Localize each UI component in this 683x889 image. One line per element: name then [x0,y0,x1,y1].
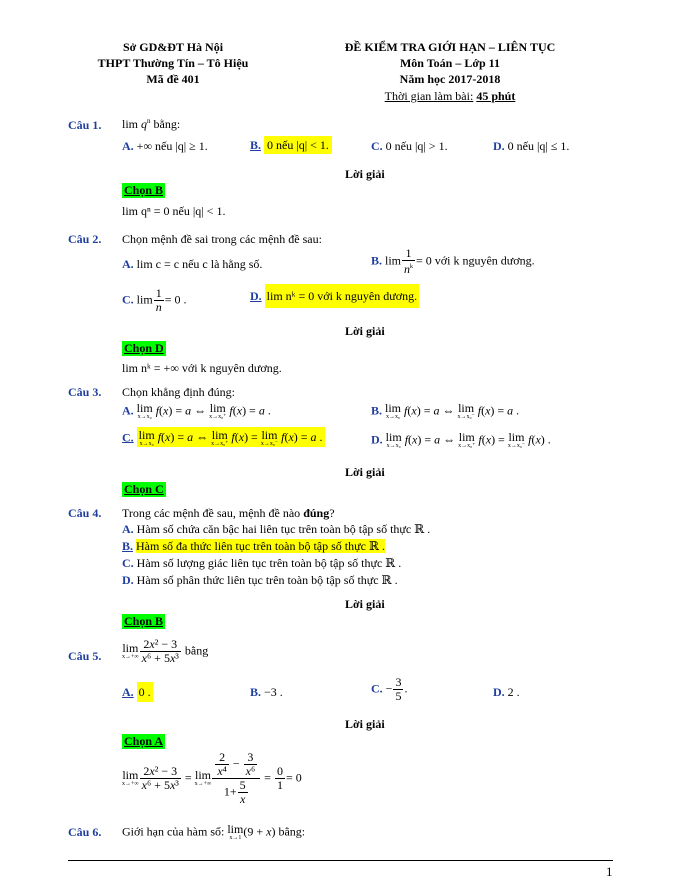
q1-a-text: +∞ nếu |q| ≥ 1. [136,139,208,153]
q4-c-letter: C. [122,556,134,570]
q4-stem-post: ? [329,506,335,520]
q2-stem: Chọn mệnh đề sai trong các mệnh đề sau: [122,232,322,246]
exam-title: ĐỀ KIỂM TRA GIỚI HẠN – LIÊN TỤC [344,40,556,54]
q2-a-text: lim c = c nếu c là hằng số. [136,257,263,271]
exam-time-value: 45 phút [476,89,516,103]
exam-code: Mã đề 401 [146,72,200,86]
q3-option-a[interactable]: A. lim x→x₀ f(x) = a ⇔ lim x→x₀⁺ f(x) = a . [122,401,271,420]
q4-option-a[interactable] [122,522,430,537]
q3-answer: Chọn C [124,482,164,496]
q4-a-letter: A. [122,522,134,536]
q3-c-letter: C. [122,430,134,445]
q1-d-letter: D. [493,139,505,153]
q5-a-letter: A. [122,685,134,699]
q4-option-b[interactable] [122,539,385,554]
q2-explanation: lim nᵏ = +∞ với k nguyên dương. [122,361,282,375]
q3-solution-heading: Lời giải [345,465,385,479]
q5-c-text: . [404,681,408,696]
q1-option-c[interactable] [371,139,448,154]
q6-label: Câu 6. [68,825,102,839]
q1-c-text: 0 nếu |q| > 1. [385,139,448,153]
q3-d-letter: D. [371,432,383,447]
subject: Môn Toán – Lớp 11 [399,56,501,70]
q1-d-text: 0 nếu |q| ≤ 1. [507,139,570,153]
q5-b-letter: B. [250,685,262,699]
q3-stem: Chọn khẳng định đúng: [122,385,235,399]
q2-option-c[interactable]: C. lim $\frac{1}{n}$ = 0 . [122,286,187,314]
q2-b-letter: B. [371,253,383,268]
q4-b-text: Hàm số đa thức liên tục trên toàn bộ tập số thực ℝ . [136,539,385,553]
q3-option-c[interactable] [122,430,325,447]
q5-label: Câu 5. [68,649,102,663]
q2-option-a[interactable] [122,257,262,272]
school-name: THPT Thường Tín – Tô Hiệu [97,56,249,70]
q1-b-text: 0 nếu |q| < 1. [264,136,332,154]
q3-label: Câu 3. [68,385,102,399]
q6-stem: Giới hạn của hàm số: lim x→1 (9 + x) bằng: [122,822,306,841]
q1-a-letter: A. [122,139,134,153]
q5-a-text: 0 . [137,682,153,702]
q5-option-c[interactable]: C. − $\frac{3}{5}$ . [371,675,408,703]
q5-explanation-tail: = 0 [285,770,302,785]
q2-d-text: lim nᵏ = 0 với k nguyên dương. [265,284,419,308]
q1-option-d[interactable] [493,139,569,154]
school-dept: Sở GD&ĐT Hà Nội [122,40,224,54]
q4-stem-pre: Trong các mệnh đề sau, mệnh đề nào [122,506,301,520]
q3-b-letter: B. [371,403,383,418]
q2-solution-heading: Lời giải [345,324,385,338]
q1-option-a[interactable] [122,139,208,154]
q4-option-d[interactable] [122,573,398,588]
page-number: 1 [606,864,613,879]
q2-c-letter: C. [122,292,134,307]
q4-a-text: Hàm số chứa căn bậc hai liên tục trên toàn bộ tập số thực ℝ . [136,522,431,536]
footer-divider [68,860,613,861]
q4-stem-bold: đúng [303,506,330,520]
q1-option-b[interactable] [250,138,332,153]
q5-d-text: 2 . [507,685,520,699]
q4-c-text: Hàm số lượng giác liên tục trên toàn bộ tập số thực ℝ . [136,556,402,570]
q2-d-letter: D. [250,289,262,303]
q2-option-d[interactable] [250,289,419,304]
q2-label: Câu 2. [68,232,102,246]
q5-stem: lim x→+∞ $\frac{\text{2x² − 3}}{\text{x⁶ + 5x³}}$ bằng [122,637,209,665]
q5-d-letter: D. [493,685,505,699]
q1-c-letter: C. [371,139,383,153]
q1-explanation: lim qⁿ = 0 nếu |q| < 1. [122,204,226,218]
q3-a-letter: A. [122,403,134,418]
q2-b-text: = 0 với k nguyên dương. [416,253,535,268]
q4-stem [122,506,335,521]
q5-stem-text: bằng [184,643,209,658]
q1-stem-text: bằng: [153,117,181,131]
q1-b-letter: B. [250,138,262,152]
q4-label: Câu 4. [68,506,102,520]
q4-solution-heading: Lời giải [345,597,385,611]
q1-label: Câu 1. [68,118,102,132]
q4-d-letter: D. [122,573,134,587]
q4-b-letter: B. [122,539,134,553]
q4-option-c[interactable] [122,556,401,571]
exam-time [320,89,580,104]
q5-c-letter: C. [371,681,383,696]
q5-explanation: lim x→+∞ $\frac{\text{2x² − 3}}{\text{x⁶ + 5x³}}$ = lim x→+∞ $\frac{2}{\text{x⁴}}$ − $\frac{3}{\text{x⁶}}$ 1+ $\frac{5}{x}$ = $\frac{0}{1}$ = 0 [122,750,302,806]
q5-b-text: −3 . [264,685,283,699]
q5-option-a[interactable] [122,685,153,700]
q1-stem: $\lim q^n$ bằng: [122,117,181,131]
school-year: Năm học 2017-2018 [399,72,501,86]
q6-stem-tail: bằng: [278,824,306,839]
q5-solution-heading: Lời giải [345,717,385,731]
q6-stem-text: Giới hạn của hàm số: [122,824,225,839]
q4-answer: Chọn B [124,614,164,628]
q1-answer: Chọn B [124,183,164,197]
q4-d-text: Hàm số phân thức liên tục trên toàn bộ tập số thực ℝ . [136,573,398,587]
q2-option-b[interactable]: B. lim $\frac{1}{n^k}$ = 0 với k nguyên dương. [371,246,535,276]
q2-answer: Chọn D [124,341,164,355]
q3-option-d[interactable]: D. lim x→x₀ f(x) = a ⇔ lim x→x₀⁺ f(x) = lim x→x₀⁻ f(x) . [371,430,551,449]
q5-option-d[interactable] [493,685,520,700]
q5-option-b[interactable] [250,685,283,700]
q2-a-letter: A. [122,257,134,271]
q3-option-b[interactable]: B. lim x→x₀ f(x) = a ⇔ lim x→x₀⁻ f(x) = a . [371,401,520,420]
q1-solution-heading: Lời giải [345,167,385,181]
exam-time-label: Thời gian làm bài: [384,89,474,103]
q2-c-text: = 0 . [164,292,187,307]
q3-c-text: lim x→x₀ f(x) = a ⇔ lim x→x₀⁺ f(x) = lim x→x₀⁻ f(x) = a . [138,428,323,447]
q5-answer: Chọn A [124,734,164,748]
